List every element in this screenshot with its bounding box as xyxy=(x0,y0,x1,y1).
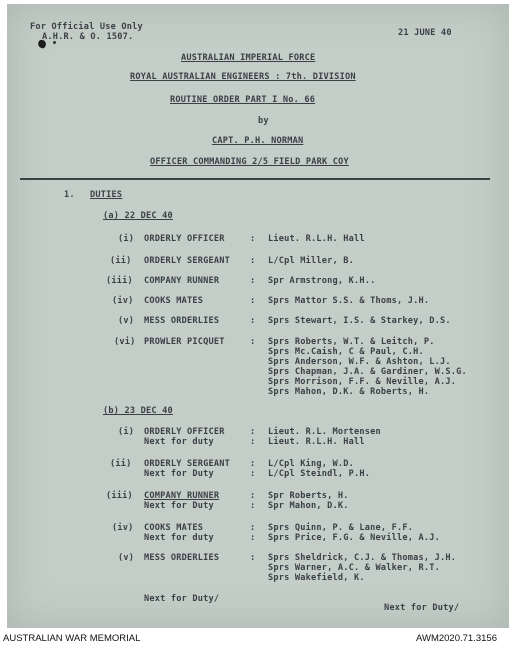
next-for-duty-right: Next for Duty/ xyxy=(384,603,460,613)
section-heading: DUTIES xyxy=(90,190,123,200)
row-role: ORDERLY SERGEANT xyxy=(144,256,230,266)
row-number: (ii) xyxy=(110,459,132,469)
title-by: by xyxy=(258,116,269,126)
next-for-duty-label: Next for duty xyxy=(144,437,214,447)
part-b-heading: (b) 23 DEC 40 xyxy=(103,406,173,416)
row-number: (ii) xyxy=(110,256,132,266)
row-number: (iii) xyxy=(106,276,133,286)
row-role: PROWLER PICQUET xyxy=(144,337,225,347)
row-number: (i) xyxy=(118,427,135,437)
next-for-duty-name: L/Cpl Steindl, P.H. xyxy=(268,469,371,479)
row-separator: : xyxy=(250,469,256,479)
row-number: (v) xyxy=(118,316,135,326)
title-line-3: ROUTINE ORDER PART I No. 66 xyxy=(170,95,316,105)
next-for-duty-label: Next for Duty xyxy=(144,501,214,511)
archive-reference: AWM2020.71.3156 xyxy=(416,633,497,644)
row-role: COMPANY RUNNER xyxy=(144,491,220,501)
row-separator: : xyxy=(250,234,256,244)
row-role: MESS ORDERLIES xyxy=(144,316,220,326)
row-name-continued: Sprs Mahon, D.K. & Roberts, H. xyxy=(268,387,430,397)
next-for-duty-name: Spr Mahon, D.K. xyxy=(268,501,349,511)
row-role: ORDERLY OFFICER xyxy=(144,234,225,244)
row-name: Lieut. R.L. Mortensen xyxy=(268,427,381,437)
archive-credit: AUSTRALIAN WAR MEMORIAL xyxy=(3,633,141,644)
row-name: Sprs Sheldrick, C.J. & Thomas, J.H. xyxy=(268,553,457,563)
row-number: (vi) xyxy=(114,337,136,347)
next-for-duty-label: Next for Duty xyxy=(144,469,214,479)
title-officer-name: CAPT. P.H. NORMAN xyxy=(212,136,304,146)
next-for-duty-label: Next for duty xyxy=(144,533,214,543)
title-divider xyxy=(20,178,490,180)
row-name-continued: Sprs Mc.Caish, C & Paul, C.H. xyxy=(268,347,424,357)
row-separator: : xyxy=(250,501,256,511)
row-name: Sprs Mattor S.S. & Thoms, J.H. xyxy=(268,296,430,306)
row-number: (i) xyxy=(118,234,135,244)
row-separator: : xyxy=(250,523,256,533)
row-role: ORDERLY OFFICER xyxy=(144,427,225,437)
row-separator: : xyxy=(250,296,256,306)
row-separator: : xyxy=(250,427,256,437)
next-for-duty-left: Next for Duty/ xyxy=(144,594,220,604)
row-separator: : xyxy=(250,276,256,286)
row-name-continued: Sprs Morrison, F.F. & Neville, A.J. xyxy=(268,377,457,387)
row-role: COOKS MATES xyxy=(144,523,204,533)
row-name: Spr Roberts, H. xyxy=(268,491,349,501)
reference-note: A.H.R. & O. 1507. xyxy=(42,32,134,42)
row-name: Sprs Stewart, I.S. & Starkey, D.S. xyxy=(268,316,451,326)
row-name-continued: Sprs Wakefield, K. xyxy=(268,573,365,583)
row-number: (iv) xyxy=(112,296,134,306)
order-date: 21 JUNE 40 xyxy=(398,28,452,38)
next-for-duty-name: Lieut. R.L.H. Hall xyxy=(268,437,365,447)
row-number: (iv) xyxy=(112,523,134,533)
title-line-2: ROYAL AUSTRALIAN ENGINEERS : 7th. DIVISION xyxy=(130,72,356,82)
row-role: COOKS MATES xyxy=(144,296,204,306)
row-number: (iii) xyxy=(106,491,133,501)
row-separator: : xyxy=(250,459,256,469)
next-for-duty-name: Sprs Price, F.G. & Neville, A.J. xyxy=(268,533,440,543)
row-separator: : xyxy=(250,491,256,501)
row-separator: : xyxy=(250,533,256,543)
classification-note: For Official Use Only xyxy=(30,22,143,32)
row-name: Spr Armstrong, K.H.. xyxy=(268,276,376,286)
row-role: ORDERLY SERGEANT xyxy=(144,459,230,469)
row-separator: : xyxy=(250,256,256,266)
row-name-continued: Sprs Warner, A.C. & Walker, R.T. xyxy=(268,563,440,573)
row-name-continued: Sprs Anderson, W.F. & Ashton, L.J. xyxy=(268,357,451,367)
part-a-heading: (a) 22 DEC 40 xyxy=(103,211,173,221)
row-separator: : xyxy=(250,437,256,447)
row-number: (v) xyxy=(118,553,135,563)
row-name: Sprs Quinn, P. & Lane, F.F. xyxy=(268,523,414,533)
title-line-1: AUSTRALIAN IMPERIAL FORCE xyxy=(181,53,316,63)
row-name: Sprs Roberts, W.T. & Leitch, P. xyxy=(268,337,435,347)
row-name: L/Cpl Miller, B. xyxy=(268,256,354,266)
section-number: 1. xyxy=(64,190,75,200)
row-separator: : xyxy=(250,553,256,563)
row-separator: : xyxy=(250,337,256,347)
row-role: MESS ORDERLIES xyxy=(144,553,220,563)
row-name: Lieut. R.L.H. Hall xyxy=(268,234,365,244)
row-separator: : xyxy=(250,316,256,326)
row-name-continued: Sprs Chapman, J.A. & Gardiner, W.S.G. xyxy=(268,367,467,377)
row-name: L/Cpl King, W.D. xyxy=(268,459,354,469)
row-role: COMPANY RUNNER xyxy=(144,276,220,286)
title-officer-role: OFFICER COMMANDING 2/5 FIELD PARK COY xyxy=(150,157,349,167)
